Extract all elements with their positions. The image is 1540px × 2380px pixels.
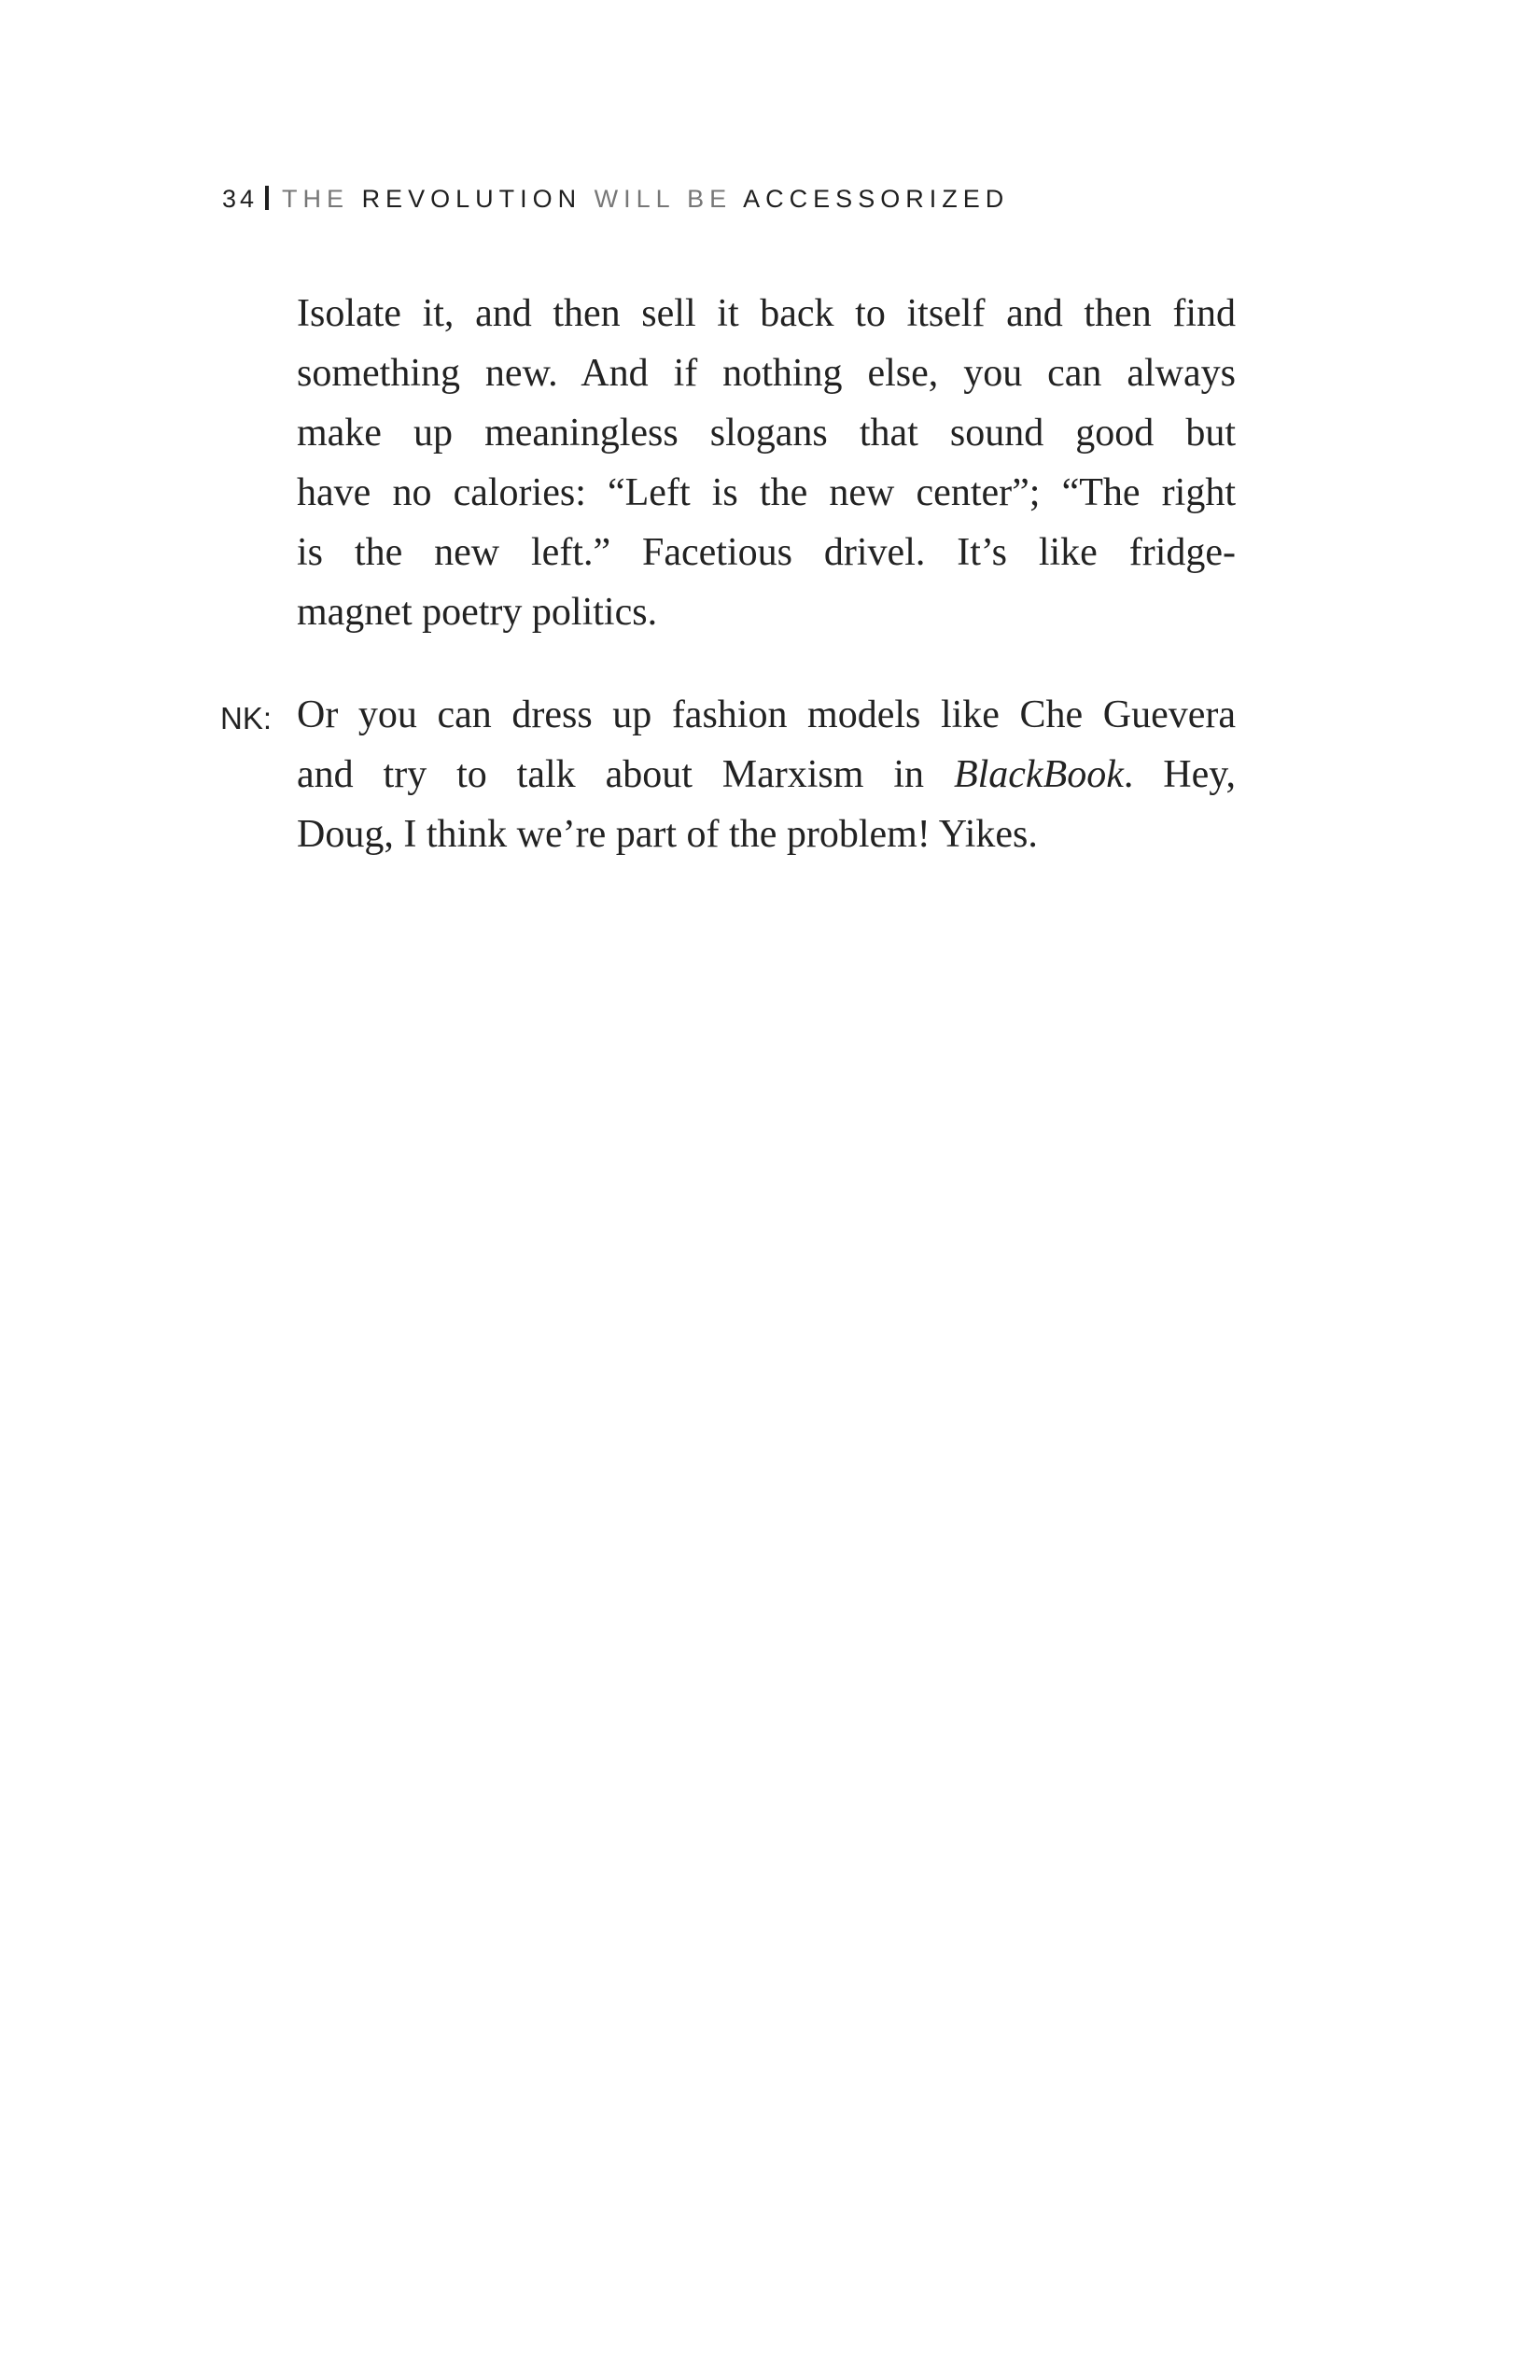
text-line: Or you can dress up fashion models like Che Guevera — [297, 693, 1236, 736]
text-run: and try to talk about Marxism in — [297, 753, 954, 796]
paragraph-continuation — [297, 284, 1236, 642]
header-title-part: WILL BE — [594, 185, 733, 213]
text-line: is the new left.” Facetious drivel. It’s like fridge- — [297, 531, 1236, 574]
running-header — [222, 183, 1009, 215]
text-line: Doug, I think we’re part of the problem! Yikes. — [297, 813, 1038, 856]
publication-title: BlackBook — [953, 753, 1124, 796]
text-line: Isolate it, and then sell it back to itself and then find — [297, 292, 1236, 335]
text-line: magnet poetry politics. — [297, 591, 658, 634]
text-line: something new. And if nothing else, you can always — [297, 352, 1236, 395]
header-title-part: ACCESSORIZED — [743, 185, 1010, 213]
text-line: have no calories: “Left is the new center”; “The right — [297, 471, 1236, 514]
header-title-part: REVOLUTION — [361, 185, 582, 213]
speaker-label: NK: — [220, 701, 273, 735]
header-separator-bar — [265, 186, 269, 210]
page-number: 34 — [222, 185, 259, 213]
header-title-part: THE — [282, 185, 350, 213]
paragraph-nk — [297, 685, 1236, 864]
text-run: . Hey, — [1123, 753, 1236, 796]
text-line — [297, 745, 1236, 805]
text-line: make up meaningless slogans that sound good but — [297, 412, 1236, 455]
